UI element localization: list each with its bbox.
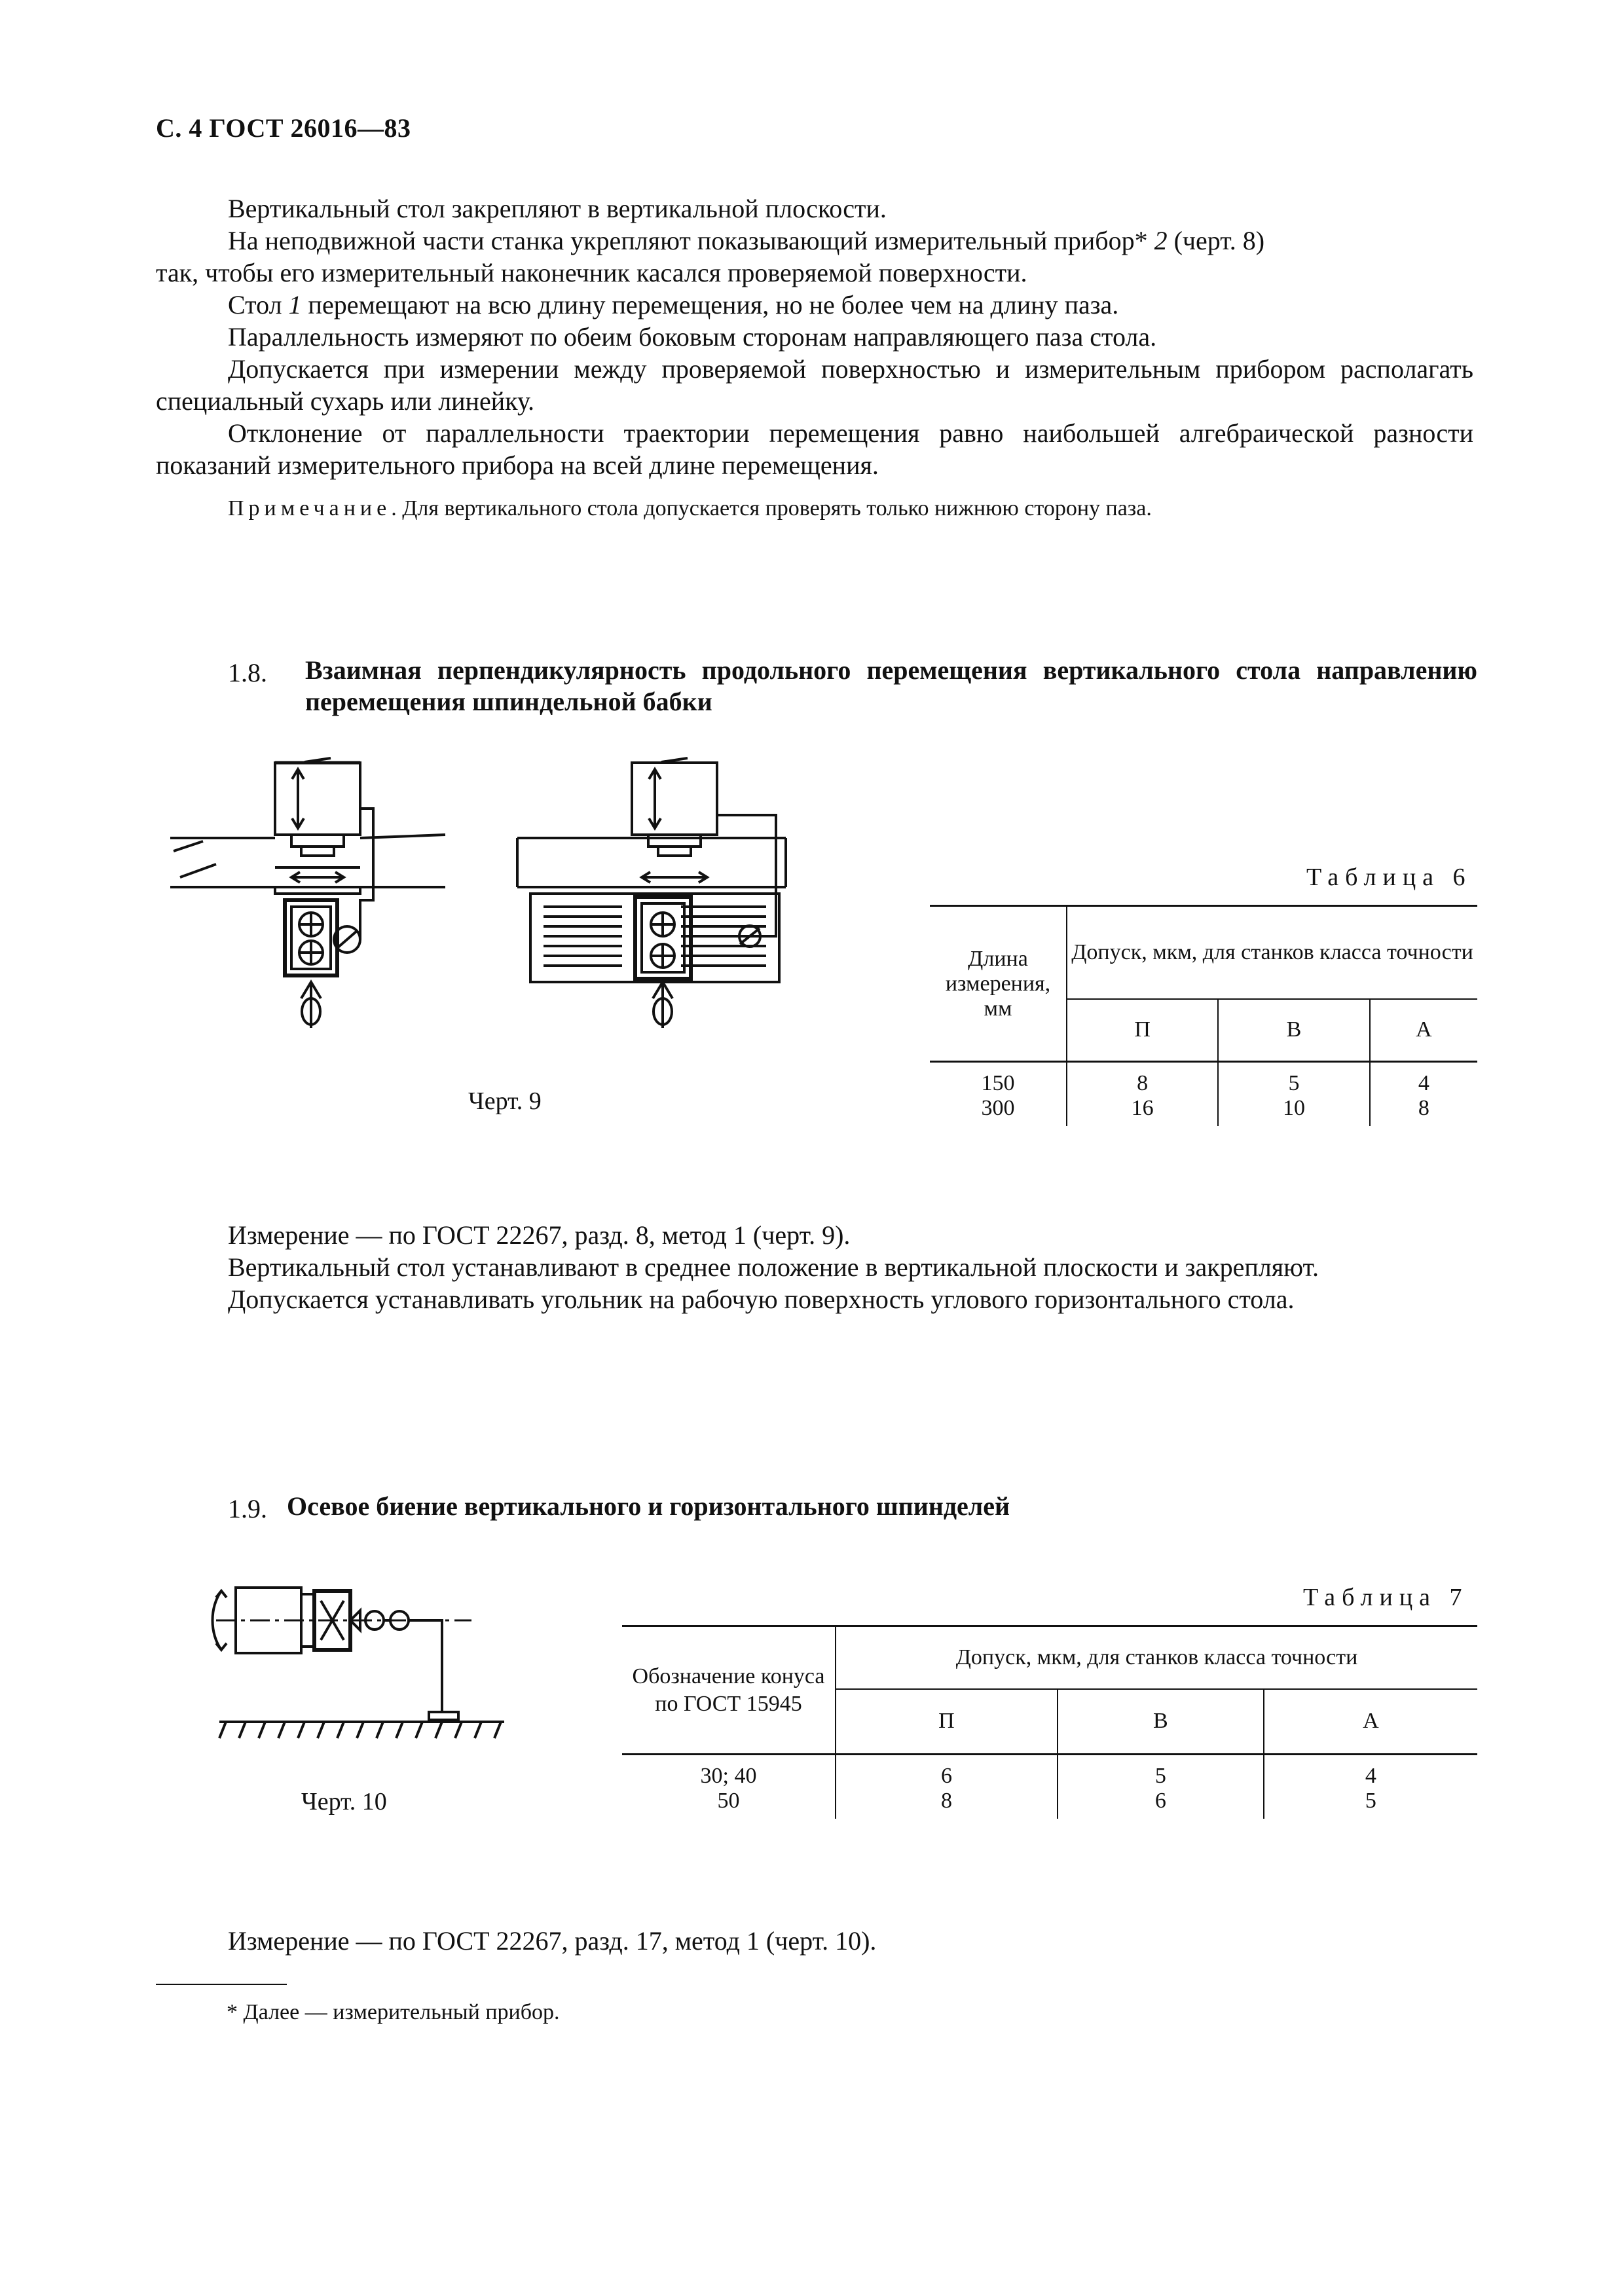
footnote: * Далее — измерительный прибор. bbox=[227, 2000, 560, 2024]
section-1-8-text bbox=[156, 1219, 1473, 1315]
paragraph: Параллельность измеряют по обеим боковым сторонам направляющего паза стола. bbox=[228, 322, 1157, 352]
page-header: С. 4 ГОСТ 26016—83 bbox=[156, 113, 411, 143]
paragraph: Измерение — по ГОСТ 22267, разд. 8, метод 1 (черт. 9). bbox=[228, 1220, 851, 1250]
table-7 bbox=[622, 1625, 1477, 1819]
table-row: 150 8 5 4 bbox=[930, 1062, 1477, 1096]
table-6-class-a: А bbox=[1416, 1017, 1432, 1042]
table-7-col1-header: Обозначение конуса по ГОСТ 15945 bbox=[622, 1626, 836, 1755]
section-title: Взаимная перпендикулярность продольного перемещения вертикального стола направлению перемещения шпиндельной бабки bbox=[305, 655, 1477, 716]
table-6-class-v: В bbox=[1218, 999, 1369, 1062]
figure-10-caption: Черт. 10 bbox=[301, 1788, 387, 1815]
paragraph: Измерение — по ГОСТ 22267, разд. 17, метод 1 (черт. 10). bbox=[228, 1926, 877, 1956]
paragraph: Допускается устанавливать угольник на рабочую поверхность углового горизонтального стола. bbox=[228, 1285, 1295, 1314]
paragraph: Вертикальный стол закрепляют в вертикальной плоскости. bbox=[228, 194, 887, 223]
table-row: 300 16 10 8 bbox=[930, 1096, 1477, 1126]
section-title: Осевое биение вертикального и горизонтального шпинделей bbox=[287, 1491, 1010, 1521]
table-7-group-header: Допуск, мкм, для станков класса точности bbox=[836, 1626, 1477, 1689]
paragraph: так, чтобы его измерительный наконечник касался проверяемой поверхности. bbox=[156, 258, 1027, 287]
table-row: 50 8 6 5 bbox=[622, 1789, 1477, 1819]
table-6-class-p: П bbox=[1067, 999, 1218, 1062]
table-6 bbox=[930, 905, 1477, 1126]
table-7-class-v: В bbox=[1058, 1689, 1264, 1755]
footnote-rule bbox=[156, 1984, 287, 1985]
table-7-caption: Таблица 7 bbox=[1303, 1584, 1469, 1611]
intro-text bbox=[156, 192, 1473, 523]
figure-9-caption: Черт. 9 bbox=[468, 1087, 542, 1115]
table-6-col1-header: Длина измерения, мм bbox=[930, 906, 1067, 1062]
table-7-class-p: П bbox=[836, 1689, 1058, 1755]
table-7-class-a: А bbox=[1363, 1709, 1379, 1734]
paragraph: Стол 1 перемещают на всю длину перемещения, но не более чем на длину паза. bbox=[228, 290, 1119, 319]
paragraph: На неподвижной части станка укрепляют показывающий измерительный прибор* 2 (черт. 8) bbox=[228, 226, 1265, 255]
section-1-9-text bbox=[156, 1925, 1473, 1957]
table-6-caption: Таблица 6 bbox=[1306, 864, 1472, 891]
figure-10-drawing bbox=[196, 1571, 524, 1768]
section-number: 1.9. bbox=[228, 1494, 267, 1523]
table-row: 30; 40 6 5 4 bbox=[622, 1755, 1477, 1789]
table-6-group-header: Допуск, мкм, для станков класса точности bbox=[1067, 906, 1477, 999]
figure-9-drawing bbox=[164, 753, 851, 1093]
paragraph: Допускается при измерении между проверяемой поверхностью и измерительным прибором располагать специальный сухарь или линейку. bbox=[156, 354, 1473, 416]
paragraph: Отклонение от параллельности траектории перемещения равно наибольшей алгебраической разности показаний измерительного прибора на всей длине перемещения. bbox=[156, 418, 1473, 480]
paragraph: Вертикальный стол устанавливают в среднее положение в вертикальной плоскости и закрепляют. bbox=[228, 1252, 1319, 1282]
section-number: 1.8. bbox=[228, 658, 267, 687]
note: Примечание. Для вертикального стола допускается проверять только нижнюю сторону паза. bbox=[228, 496, 1152, 520]
